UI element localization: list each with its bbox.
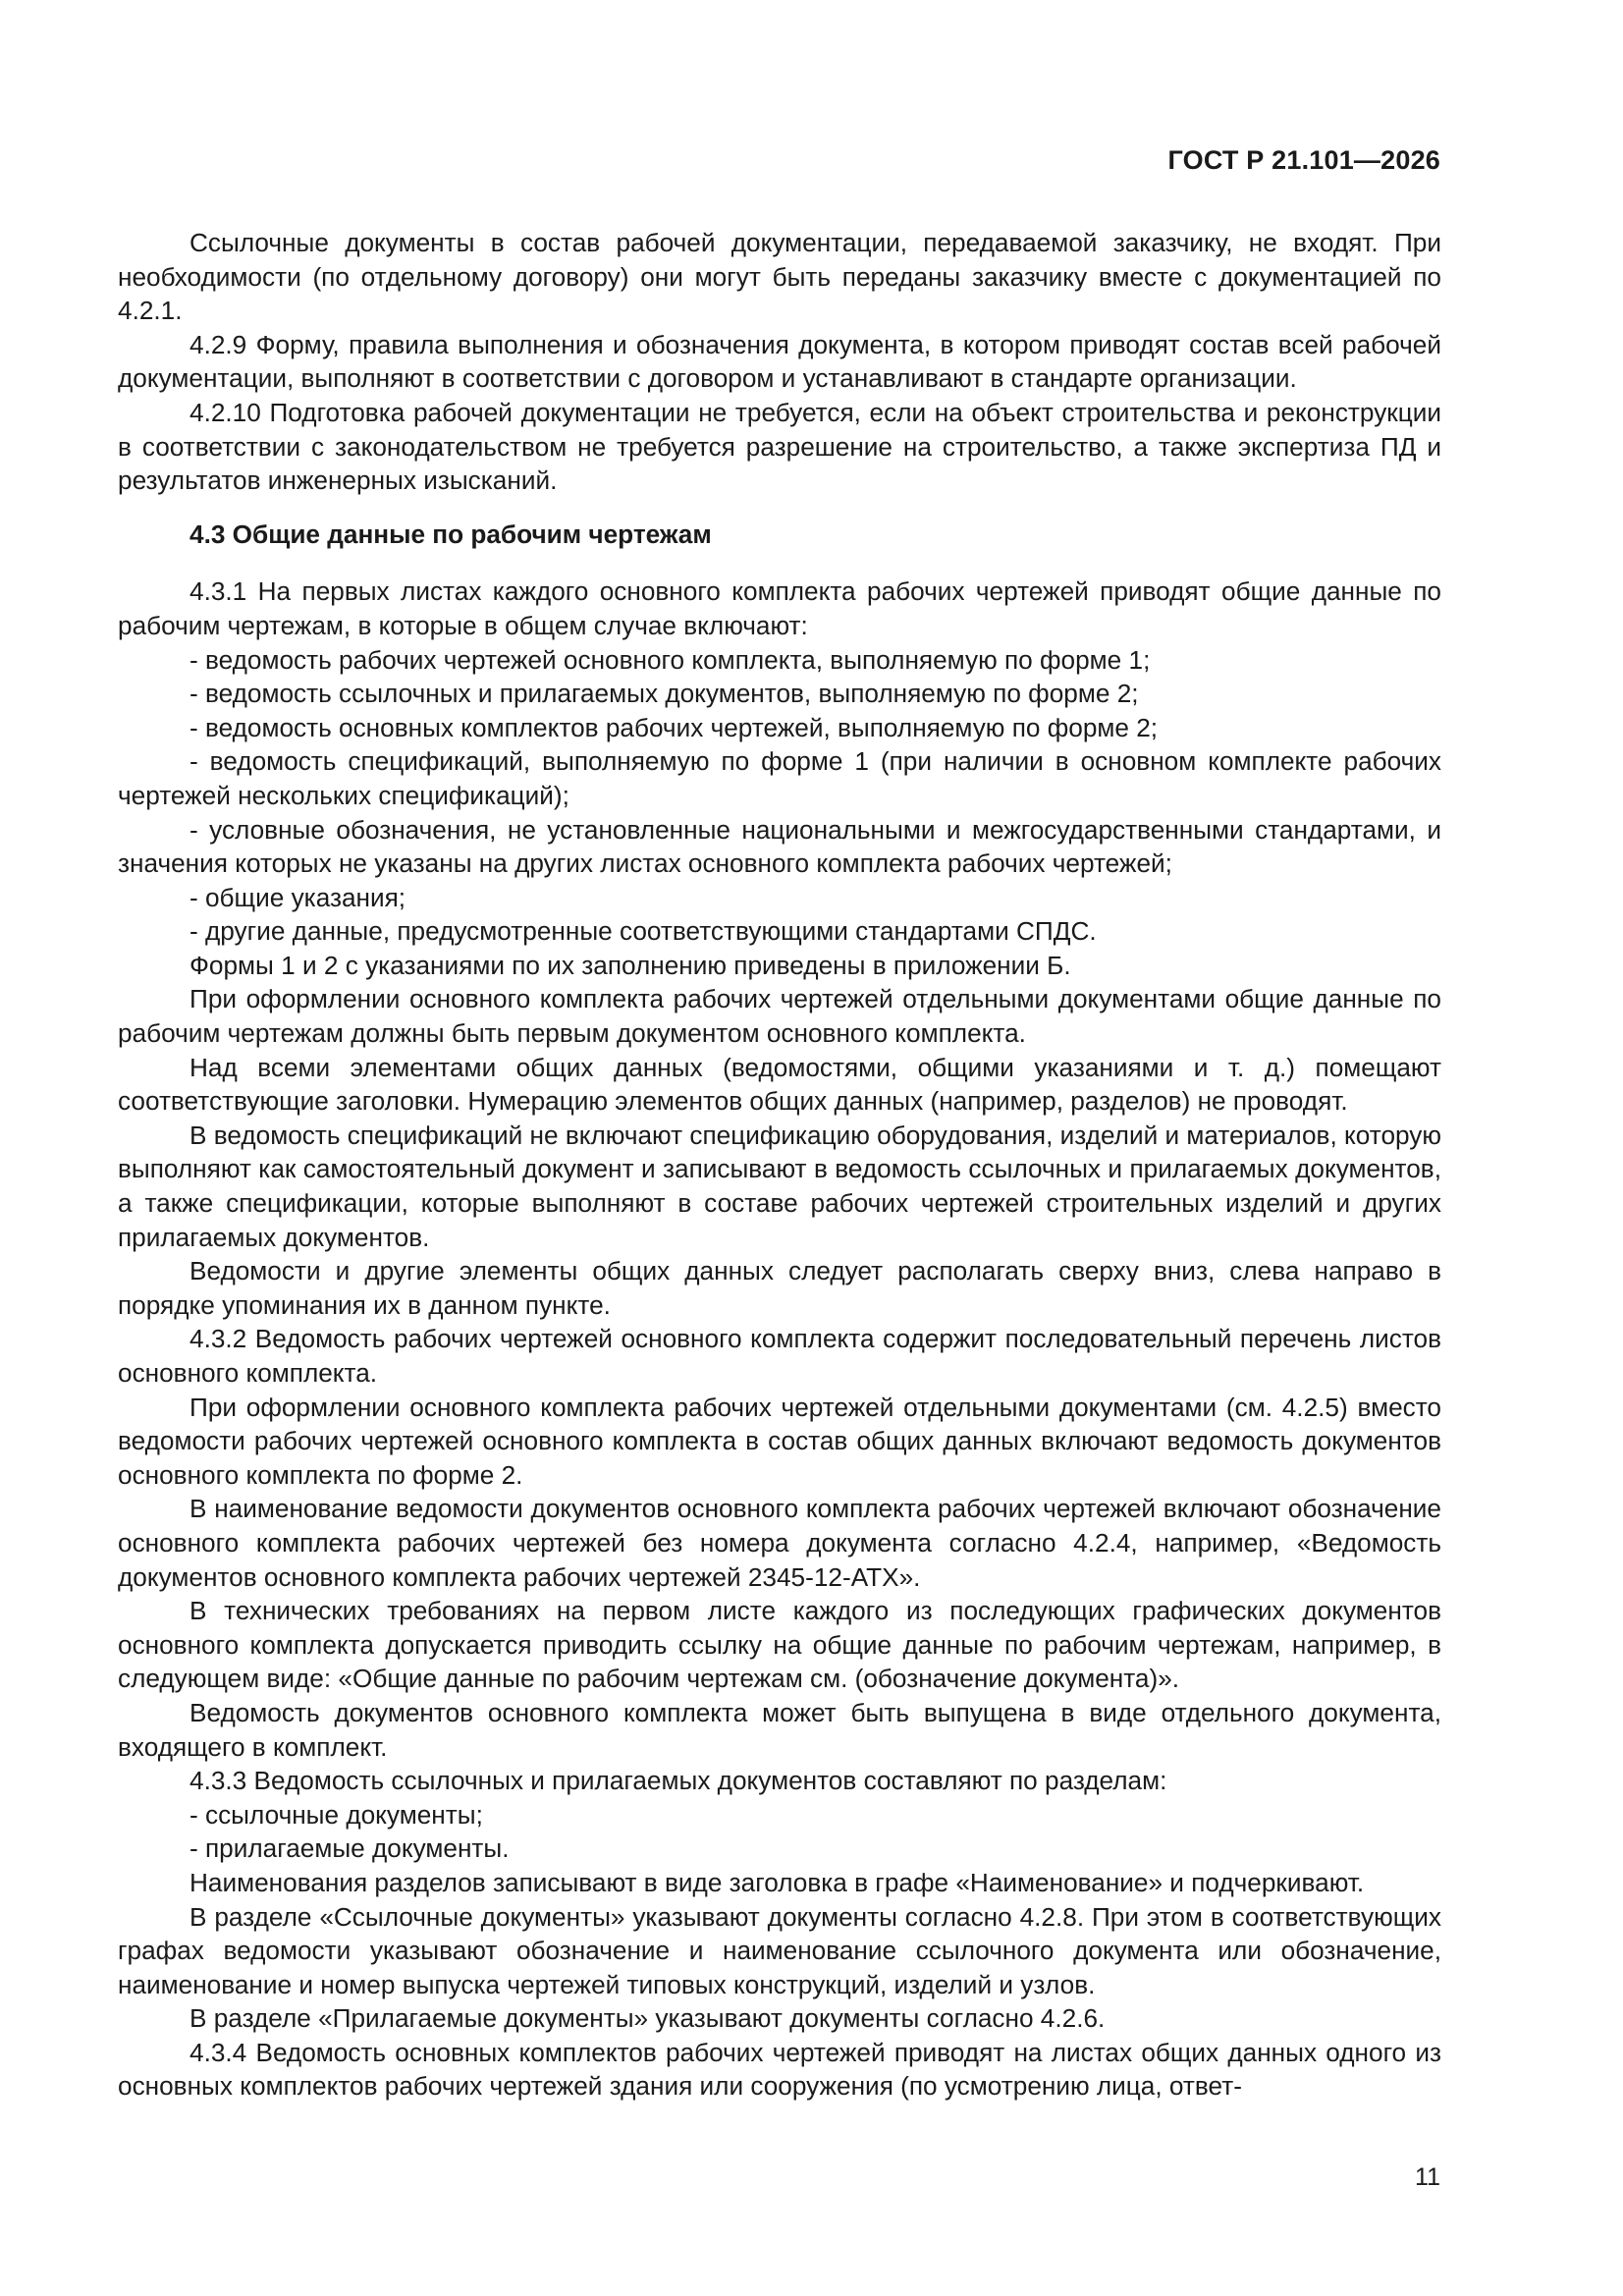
paragraph: В наименование ведомости документов основного комплекта рабочих чертежей включают обозначение основного комплекта рабочих чертежей без номера документа согласно 4.2.4, например, «Ведомость документов основного комплекта рабочих чертежей 2345-12-АТХ». xyxy=(118,1494,1441,1592)
list-item: - ведомость основных комплектов рабочих чертежей, выполняемую по форме 2; xyxy=(189,712,1159,742)
paragraph: При оформлении основного комплекта рабочих чертежей отдельными документами (см. 4.2.5) вместо ведомости рабочих чертежей основного комплекта в состав общих данных включают ведомость документов основного комплекта по форме 2. xyxy=(118,1392,1441,1490)
paragraph: Ссылочные документы в состав рабочей документации, передаваемой заказчику, не входят. При необходимости (по отдельному договору) они могут быть переданы заказчику вместе с документацией по 4.2.1. xyxy=(118,228,1441,326)
list-item: - ведомость ссылочных и прилагаемых документов, выполняемую по форме 2; xyxy=(189,679,1139,709)
list-item: - ссылочные документы; xyxy=(189,1799,483,1830)
paragraph: Ведомость документов основного комплекта может быть выпущена в виде отдельного документа, входящего в комплект. xyxy=(118,1697,1441,1762)
list-item: - условные обозначения, не установленные национальными и межгосударственными стандартами, и значения которых не указаны на других листах основного комплекта рабочих чертежей; xyxy=(118,814,1441,879)
list-item: - общие указания; xyxy=(189,882,406,912)
page-content xyxy=(118,226,1441,2104)
list-item: - другие данные, предусмотренные соответствующими стандартами СПДС. xyxy=(189,916,1097,947)
paragraph: Наименования разделов записывают в виде заголовка в графе «Наименование» и подчеркивают. xyxy=(189,1867,1365,1897)
document-code: ГОСТ Р 21.101—2026 xyxy=(1167,145,1440,175)
paragraph: Над всеми элементами общих данных (ведомостями, общими указаниями и т. д.) помещают соответствующие заголовки. Нумерацию элементов общих данных (например, разделов) не проводят. xyxy=(118,1052,1441,1117)
list-item: - ведомость спецификаций, выполняемую по форме 1 (при наличии в основном комплекте рабочих чертежей нескольких спецификаций); xyxy=(118,746,1441,810)
paragraph: Формы 1 и 2 с указаниями по их заполнению приведены в приложении Б. xyxy=(189,950,1071,980)
list-item: - прилагаемые документы. xyxy=(189,1833,510,1864)
paragraph: 4.3.2 Ведомость рабочих чертежей основного комплекта содержит последовательный перечень листов основного комплекта. xyxy=(118,1324,1441,1388)
section-heading: 4.3 Общие данные по рабочим чертежам xyxy=(189,519,712,549)
page-number: 11 xyxy=(1415,2163,1440,2191)
paragraph: 4.3.1 На первых листах каждого основного комплекта рабочих чертежей приводят общие данные по рабочим чертежам, в которые в общем случае включают: xyxy=(118,576,1441,640)
paragraph: В ведомость спецификаций не включают спецификацию оборудования, изделий и материалов, которую выполняют как самостоятельный документ и записывают в ведомость ссылочных и прилагаемых документов, а также спецификации, которые выполняют в составе рабочих чертежей строительных изделий и других прилагаемых документов. xyxy=(118,1120,1442,1252)
paragraph: В технических требованиях на первом листе каждого из последующих графических документов основного комплекта допускается приводить ссылку на общие данные по рабочим чертежам, например, в следующем виде: «Общие данные по рабочим чертежам см. (обозначение документа)». xyxy=(118,1596,1441,1694)
paragraph: При оформлении основного комплекта рабочих чертежей отдельными документами общие данные по рабочим чертежам должны быть первым документом основного комплекта. xyxy=(118,984,1441,1049)
paragraph: Ведомости и другие элементы общих данных следует располагать сверху вниз, слева направо в порядке упоминания их в данном пункте. xyxy=(118,1256,1441,1320)
paragraph: 4.2.10 Подготовка рабочей документации не требуется, если на объект строительства и реконструкции в соответствии с законодательством не требуется разрешение на строительство, а также экспертиза ПД и результатов инженерных изысканий. xyxy=(118,397,1441,496)
paragraph: В разделе «Ссылочные документы» указывают документы согласно 4.2.8. При этом в соответствующих графах ведомости указывают обозначение и наименование ссылочного документа или обозначение, наименование и номер выпуска чертежей типовых конструкций, изделий и узлов. xyxy=(118,1901,1441,1999)
paragraph: В разделе «Прилагаемые документы» указывают документы согласно 4.2.6. xyxy=(189,2003,1106,2034)
paragraph: 4.3.4 Ведомость основных комплектов рабочих чертежей приводят на листах общих данных одного из основных комплектов рабочих чертежей здания или сооружения (по усмотрению лица, ответ- xyxy=(118,2037,1441,2102)
paragraph: 4.3.3 Ведомость ссылочных и прилагаемых документов составляют по разделам: xyxy=(189,1766,1167,1796)
list-item: - ведомость рабочих чертежей основного комплекта, выполняемую по форме 1; xyxy=(189,644,1151,675)
paragraph: 4.2.9 Форму, правила выполнения и обозначения документа, в котором приводят состав всей рабочей документации, выполняют в соответствии с договором и устанавливают в стандарте организации. xyxy=(118,329,1441,394)
